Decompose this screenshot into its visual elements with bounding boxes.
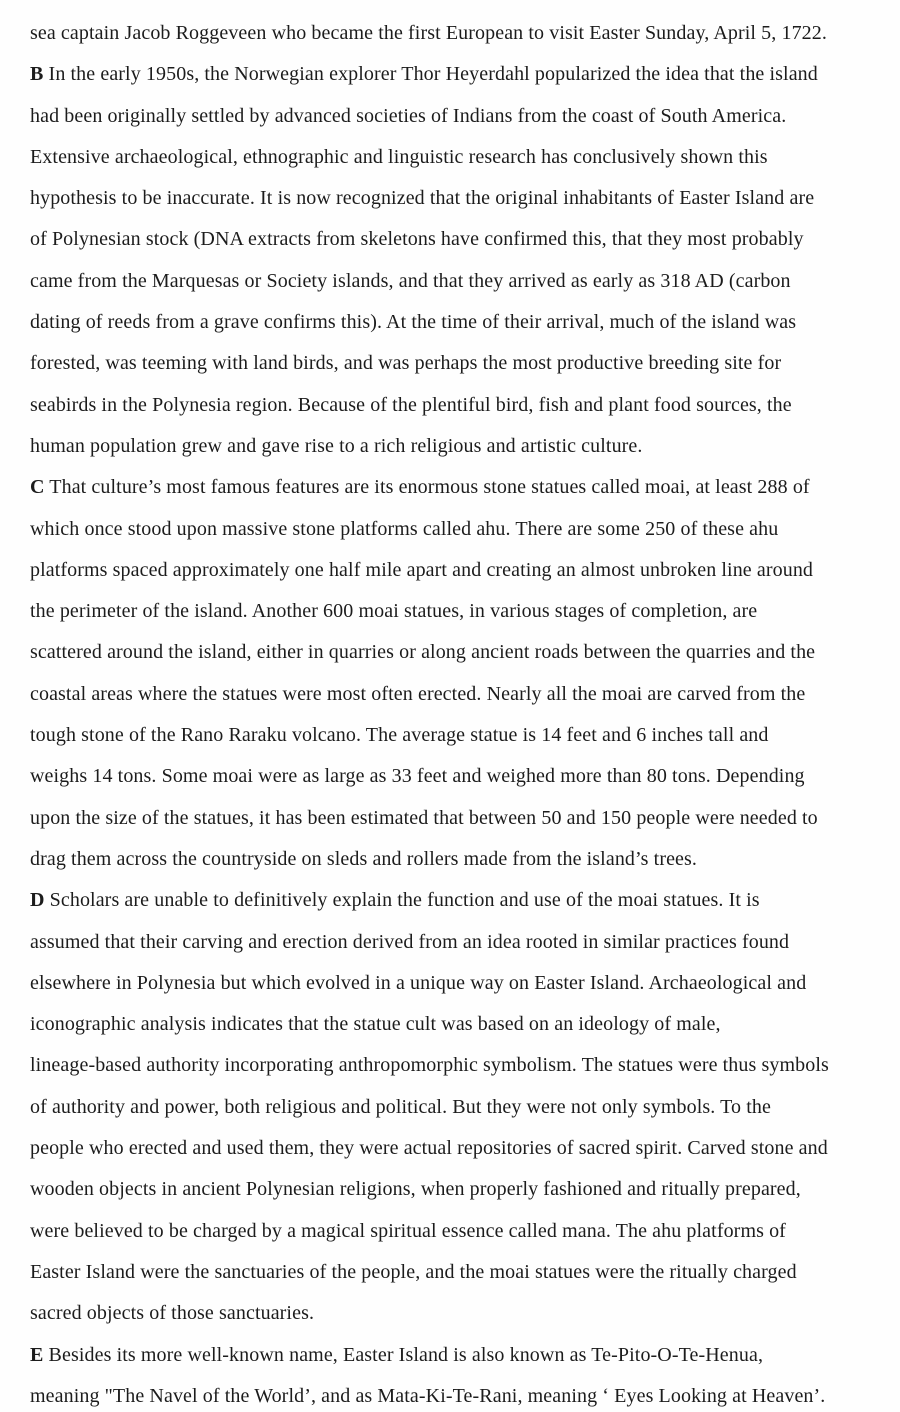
text-line: of Polynesian stock (DNA extracts from skeletons have confirmed this, that they most probably bbox=[30, 228, 804, 251]
text-line: D Scholars are unable to definitively explain the function and use of the moai statues. It is bbox=[30, 889, 760, 912]
paragraph-label: E bbox=[30, 1343, 44, 1366]
text-line: human population grew and gave rise to a rich religious and artistic culture. bbox=[30, 434, 643, 457]
text-line: meaning "The Navel of the World’, and as Mata-Ki-Te-Rani, meaning ‘ Eyes Looking at Heaven’. bbox=[30, 1384, 826, 1407]
text-line: of authority and power, both religious and political. But they were not only symbols. To the bbox=[30, 1095, 771, 1118]
paragraph-label: B bbox=[30, 63, 44, 86]
text-line: were believed to be charged by a magical spiritual essence called mana. The ahu platforms of bbox=[30, 1219, 786, 1242]
text-line: iconographic analysis indicates that the statue cult was based on an ideology of male, bbox=[30, 1013, 721, 1036]
text-line: upon the size of the statues, it has been estimated that between 50 and 150 people were needed to bbox=[30, 806, 818, 829]
text-line: B In the early 1950s, the Norwegian explorer Thor Heyerdahl popularized the idea that the island bbox=[30, 63, 818, 86]
text-line: elsewhere in Polynesia but which evolved in a unique way on Easter Island. Archaeological and bbox=[30, 971, 807, 994]
text-line: E Besides its more well-known name, Easter Island is also known as Te-Pito-O-Te-Henua, bbox=[30, 1343, 764, 1366]
text-line: which once stood upon massive stone platforms called ahu. There are some 250 of these ahu bbox=[30, 517, 779, 540]
text-line: platforms spaced approximately one half mile apart and creating an almost unbroken line around bbox=[30, 558, 814, 581]
text-line: seabirds in the Polynesia region. Because of the plentiful bird, fish and plant food sources, the bbox=[30, 393, 792, 416]
text-line: forested, was teeming with land birds, and was perhaps the most productive breeding site for bbox=[30, 352, 782, 375]
text-line: drag them across the countryside on sleds and rollers made from the island’s trees. bbox=[30, 847, 698, 870]
text-line: weighs 14 tons. Some moai were as large as 33 feet and weighed more than 80 tons. Depending bbox=[30, 765, 805, 788]
text-line: hypothesis to be inaccurate. It is now recognized that the original inhabitants of Easter Island are bbox=[30, 187, 815, 210]
text-line: sacred objects of those sanctuaries. bbox=[30, 1302, 315, 1325]
text-line: coastal areas where the statues were most often erected. Nearly all the moai are carved from the bbox=[30, 682, 806, 705]
text-line: dating of reeds from a grave confirms this). At the time of their arrival, much of the island was bbox=[30, 311, 797, 334]
paragraph-label: C bbox=[30, 476, 45, 499]
text-line: came from the Marquesas or Society islands, and that they arrived as early as 318 AD (carbon bbox=[30, 269, 791, 292]
text-line: Extensive archaeological, ethnographic and linguistic research has conclusively shown this bbox=[30, 145, 768, 168]
passage-text bbox=[30, 13, 882, 1412]
text-line: C That culture’s most famous features are its enormous stone statues called moai, at least 288 of bbox=[30, 476, 810, 499]
text-line: the perimeter of the island. Another 600 moai statues, in various stages of completion, are bbox=[30, 600, 758, 623]
text-line: sea captain Jacob Roggeveen who became the first European to visit Easter Sunday, April 5, 1722. bbox=[30, 22, 827, 44]
text-line: Easter Island were the sanctuaries of the people, and the moai statues were the ritually charged bbox=[30, 1260, 797, 1283]
text-line: had been originally settled by advanced societies of Indians from the coast of South America. bbox=[30, 104, 787, 127]
text-line: wooden objects in ancient Polynesian religions, when properly fashioned and ritually prepared, bbox=[30, 1178, 801, 1201]
paragraph-label: D bbox=[30, 889, 45, 912]
text-line: assumed that their carving and erection derived from an idea rooted in similar practices found bbox=[30, 930, 790, 953]
text-line: people who erected and used them, they were actual repositories of sacred spirit. Carved stone and bbox=[30, 1137, 828, 1160]
text-line: scattered around the island, either in quarries or along ancient roads between the quarries and the bbox=[30, 641, 816, 664]
text-line: tough stone of the Rano Raraku volcano. The average statue is 14 feet and 6 inches tall and bbox=[30, 724, 769, 747]
text-line: lineage-based authority incorporating anthropomorphic symbolism. The statues were thus symbols bbox=[30, 1054, 829, 1077]
